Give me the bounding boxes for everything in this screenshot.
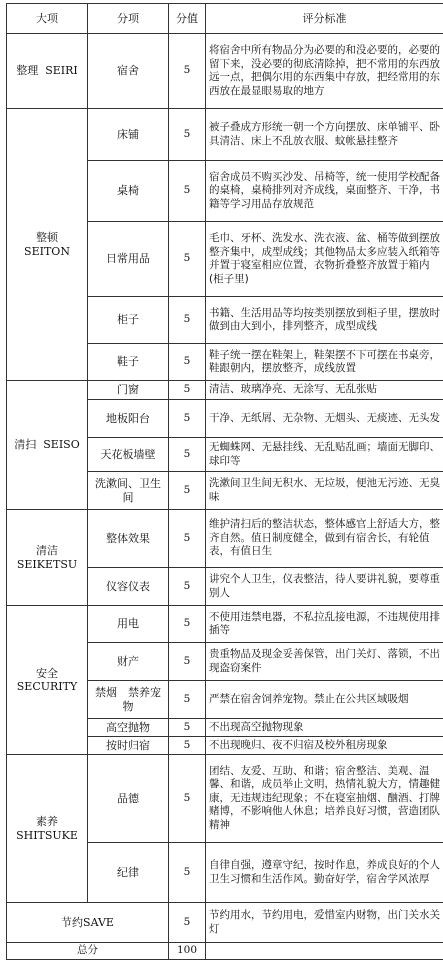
criteria-cell: 不使用违禁电器，不私拉乱接电源，不违规使用排插等 [206,606,443,643]
header-row [7,4,443,34]
score-cell: 5 [169,755,206,843]
score-cell: 5 [169,843,206,903]
criteria-cell: 清洁、玻璃净亮、无涂写、无乱张贴 [206,381,443,400]
category-cell: 节约SAVE [7,903,169,943]
table-row [7,606,443,643]
subitem-cell: 用电 [88,606,169,643]
criteria-cell: 讲究个人卫生，仪表整洁，待人要讲礼貌，要尊重别人 [206,568,443,606]
category-cell [7,381,88,510]
total-criteria-empty [206,943,443,960]
category-name: 清扫 [14,438,36,451]
subitem-cell: 柜子 [88,297,169,344]
criteria-cell: 干净、无纸屑、无杂物、无烟头、无痰迹、无头发 [206,400,443,438]
header-criteria: 评分标准 [206,4,443,34]
scoring-table [6,3,443,960]
category-cell [7,606,88,755]
total-row [7,943,443,960]
score-cell: 5 [169,400,206,438]
category-en: SEITON [10,245,84,259]
subitem-cell: 整体效果 [88,510,169,568]
criteria-cell: 维护清扫后的整洁状态，整体感官上舒适大方，整齐自然。值日制度健全，做到有宿舍长，有轮值表，有值日生 [206,510,443,568]
category-en: SECURITY [10,680,84,694]
category-en: SHITSUKE [10,829,84,843]
score-cell: 5 [169,109,206,161]
category-cell [7,510,88,606]
table-row [7,109,443,161]
criteria-cell: 自律自强，遵章守纪，按时作息，养成良好的个人卫生习惯和生活作风。勤奋好学，宿舍学风浓厚 [206,843,443,903]
category-en: SEIKETSU [10,558,84,572]
criteria-cell: 贵重物品及现金妥善保管，出门关灯、落锁，不出现盗窃案件 [206,643,443,681]
criteria-cell: 将宿舍中所有物品分为必要的和没必要的，必要的留下来，没必要的彻底清除掉，把不常用的东西放远一点，把偶尔用的东西集中存放，把经常用的东西放在最显眼易取的地方 [206,34,443,109]
category-name: 整顿 [10,231,84,245]
subitem-cell: 禁烟 禁养宠物 [88,681,169,719]
subitem-cell: 地板阳台 [88,400,169,438]
table-row [7,755,443,843]
category-name: 安全 [10,667,84,681]
score-cell: 5 [169,606,206,643]
category-cell [7,755,88,903]
header-subitem: 分项 [88,4,169,34]
header-score: 分值 [169,4,206,34]
subitem-cell: 高空抛物 [88,719,169,737]
subitem-cell: 鞋子 [88,344,169,381]
subitem-cell: 门窗 [88,381,169,400]
subitem-cell: 宿舍 [88,34,169,109]
score-cell: 5 [169,344,206,381]
table-row [7,34,443,109]
criteria-cell: 团结、友爱、互助、和谐；宿舍整洁、美观、温馨、和谐，成员举止文明，热情礼貌大方，情趣健康，无违规违纪现象；不在寝室抽烟、酗酒、打牌赌博，不影响他人休息；培养良好习惯，营造团队精神 [206,755,443,843]
score-cell: 5 [169,719,206,737]
score-cell: 5 [169,34,206,109]
score-cell: 5 [169,681,206,719]
category-cell [7,34,88,109]
subitem-cell: 洗漱间、卫生间 [88,472,169,510]
score-cell: 5 [169,297,206,344]
total-score: 100 [169,943,206,960]
category-en: SEISO [43,438,79,451]
subitem-cell: 纪律 [88,843,169,903]
score-cell: 5 [169,903,206,943]
category-name: 整理 [16,64,38,77]
total-label: 总分 [7,943,169,960]
category-name: 素养 [10,815,84,829]
category-cell [7,109,88,381]
score-cell: 5 [169,161,206,222]
category-name: 清洁 [10,544,84,558]
criteria-cell: 鞋子统一摆在鞋架上，鞋架摆不下可摆在书桌旁，鞋跟朝内，摆放整齐，成线放置 [206,344,443,381]
criteria-cell: 不出现晚归、夜不归宿及校外租房现象 [206,737,443,755]
subitem-cell: 品德 [88,755,169,843]
table-row [7,381,443,400]
subitem-cell: 财产 [88,643,169,681]
criteria-cell: 毛巾、牙杯、洗发水、洗衣液、盆、桶等做到摆放整齐集中，成型成线；其他物品太多应装入纸箱等并置于寝室相应位置，衣物折叠整齐放置于箱内(柜子里) [206,222,443,297]
category-en: SEIRI [45,64,78,77]
score-cell: 5 [169,222,206,297]
subitem-cell: 天花板墙壁 [88,438,169,472]
score-cell: 5 [169,381,206,400]
criteria-cell: 书籍、生活用品等均按类别摆放到柜子里，摆放时做到由大到小，排列整齐，成型成线 [206,297,443,344]
subitem-cell: 日常用品 [88,222,169,297]
criteria-cell: 严禁在宿舍饲养宠物。禁止在公共区域吸烟 [206,681,443,719]
score-cell: 5 [169,438,206,472]
criteria-cell: 不出现高空抛物现象 [206,719,443,737]
subitem-cell: 桌椅 [88,161,169,222]
score-cell: 5 [169,737,206,755]
table-row [7,510,443,568]
score-cell: 5 [169,568,206,606]
score-cell: 5 [169,510,206,568]
criteria-cell: 节约用水，节约用电，爱惜室内财物，出门关水关灯 [206,903,443,943]
subitem-cell: 床铺 [88,109,169,161]
table-row [7,903,443,943]
subitem-cell: 按时归宿 [88,737,169,755]
subitem-cell: 仪容仪表 [88,568,169,606]
criteria-cell: 无蜘蛛网、无悬挂线、无乱贴乱画；墙面无脚印、球印等 [206,438,443,472]
criteria-cell: 宿舍成员不购买沙发、吊椅等，统一使用学校配备的桌椅，桌椅排列对齐成线，桌面整齐、干净，书籍等学习用品存放规范 [206,161,443,222]
score-cell: 5 [169,643,206,681]
criteria-cell: 洗漱间卫生间无积水、无垃圾，便池无污迹、无臭味 [206,472,443,510]
score-cell: 5 [169,472,206,510]
header-category: 大项 [7,4,88,34]
criteria-cell: 被子叠成方形统一朝一个方向摆放、床单铺平、卧具清洁、床上不乱放衣服、蚊帐悬挂整齐 [206,109,443,161]
